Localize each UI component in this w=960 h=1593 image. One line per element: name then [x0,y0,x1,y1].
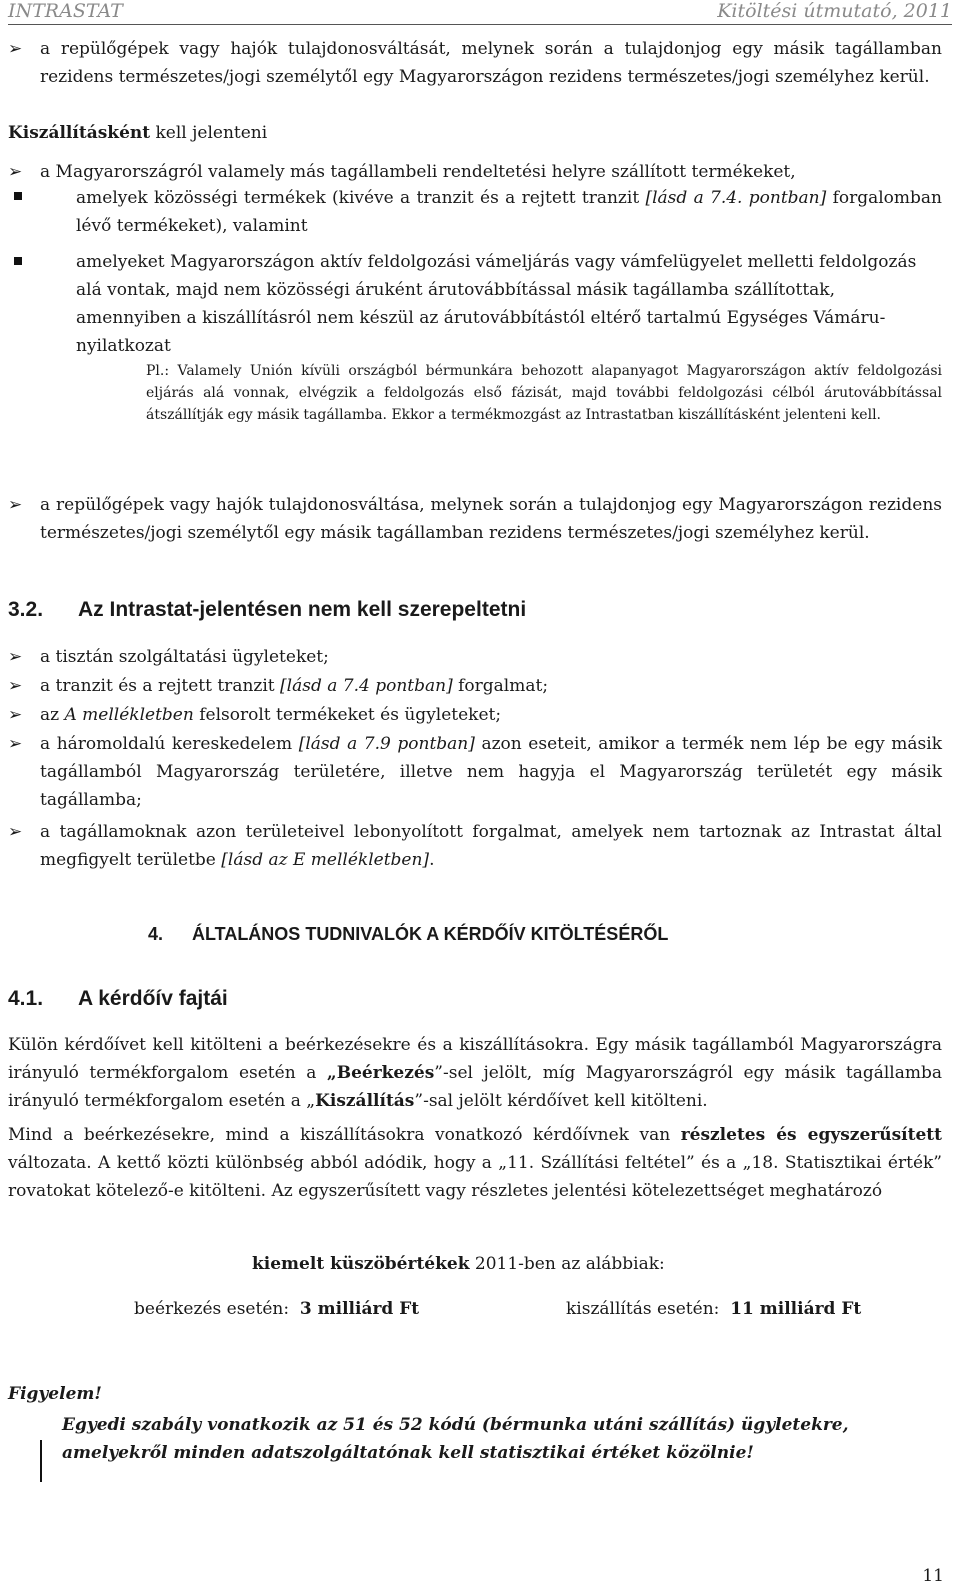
chapter-title: ÁLTALÁNOS TUDNIVALÓK A KÉRDŐÍV KITÖLTÉSÉRŐL [192,924,669,944]
dispatches-threshold: kiszállítás esetén: 11 milliárd Ft [566,1299,862,1319]
example-paragraph: Pl.: Valamely Unión kívüli országból bérmunkára behozott alapanyagot Magyarországon aktív feldolgozási eljárás alá vonnak, elvégzik a feldolgozás első fázisát, majd további feldolgozási célból árutovábbítással átszállítják egy másik tagállamba. Ekkor a termékmozgást az Intrastatban kiszállításként jelenteni kell. [146,363,942,423]
note-text: Egyedi szabály vonatkozik az 51 és 52 kódú (bérmunka utáni szállítás) ügyletekre, amelyekről minden adatszolgáltatónak kell statisztikai értéket közölnie! [62,1415,849,1463]
arrow-bullet-icon: ➢ [8,39,23,59]
list-item: az A mellékletben felsorolt termékeket és ügyleteket; [40,705,502,725]
header-subtitle: Kitöltési útmutató, 2011 [717,0,952,22]
arrow-bullet-icon: ➢ [8,705,23,725]
square-bullet-icon [14,192,22,200]
page-header [8,0,952,25]
list-item: a repülőgépek vagy hajók tulajdonosváltását, melynek során a tulajdonjog egy másik tagállamban rezidens természetes/jogi személytől egy Magyarországon rezidens természetes/jogi személyhez kerül. [40,39,942,87]
section-number: 4.1. [8,987,44,1010]
attention-label: Figyelem! [8,1384,102,1404]
list-item: amelyeket Magyarországon aktív feldolgozási vámeljárás vagy vámfelügyelet melletti feldolgozás alá vontak, majd nem közösségi áruként árutovábbítással másik tagállamba szállítottak, amennyiben a kiszállításról nem készül az árutovábbítástól eltérő tartalmú Egységes Vámáru-nyilatkozat [76,252,917,356]
list-item: a repülőgépek vagy hajók tulajdonosváltása, melynek során a tulajdonjog egy Magyarországon rezidens természetes/jogi személytől egy másik tagállamban rezidens természetes/jogi személyhez kerül. [40,495,942,543]
square-bullet-icon [14,257,22,265]
list-item: amelyek közösségi termékek (kivéve a tranzit és a rejtett tranzit [lásd a 7.4. pontban] forgalomban lévő termékeket), valamint [76,188,942,236]
arrow-bullet-icon: ➢ [8,162,23,182]
list-item: a tagállamoknak azon területeivel lebonyolított forgalmat, amelyek nem tartoznak az Intrastat által megfigyelt területbe [lásd az E mellékletben]. [40,822,942,870]
chapter-number: 4. [148,924,164,944]
threshold-heading: kiemelt küszöbértékek 2011-ben az alábbiak: [252,1254,665,1274]
paragraph: Külön kérdőívet kell kitölteni a beérkezésekre és a kiszállításokra. Egy másik tagállamból Magyarországra irányuló termékforgalom esetén a „Beérkezés”-sel jelölt, míg Magyarországról egy másik tagállamba irányuló termékforgalom esetén a „Kiszállítás”-sal jelölt kérdőívet kell kitölteni. [8,1035,942,1111]
note-bar [40,1440,42,1482]
arrivals-threshold: beérkezés esetén: 3 milliárd Ft [134,1299,420,1319]
list-item: a tisztán szolgáltatási ügyleteket; [40,647,329,667]
arrow-bullet-icon: ➢ [8,734,23,754]
section-number: 3.2. [8,598,44,621]
header-title: INTRASTAT [8,0,123,22]
list-item: a Magyarországról valamely más tagállambeli rendeltetési helyre szállított termékeket, [40,162,796,182]
section-title: A kérdőív fajtái [78,987,228,1010]
arrow-bullet-icon: ➢ [8,647,23,667]
paragraph: Mind a beérkezésekre, mind a kiszállításokra vonatkozó kérdőívnek van részletes és egyszerűsített változata. A kettő közti különbség abból adódik, hogy a „11. Szállítási feltétel” és a „18. Statisztikai érték” rovatokat kötelező-e kitölteni. Az egyszerűsített vagy részletes jelentési kötelezettséget meghatározó [8,1125,942,1201]
page-number: 11 [922,1566,944,1586]
list-item: a tranzit és a rejtett tranzit [lásd a 7.4 pontban] forgalmat; [40,676,549,696]
list-item: a háromoldalú kereskedelem [lásd a 7.9 pontban] azon eseteit, amikor a termék nem lép be egy másik tagállamból Magyarország területére, illetve nem hagyja el Magyarország területét egy másik tagállamba; [40,734,942,810]
arrow-bullet-icon: ➢ [8,822,23,842]
section-title: Az Intrastat-jelentésen nem kell szerepeltetni [78,598,527,621]
arrow-bullet-icon: ➢ [8,495,23,515]
arrow-bullet-icon: ➢ [8,676,23,696]
list-heading: Kiszállításként kell jelenteni [8,123,268,143]
